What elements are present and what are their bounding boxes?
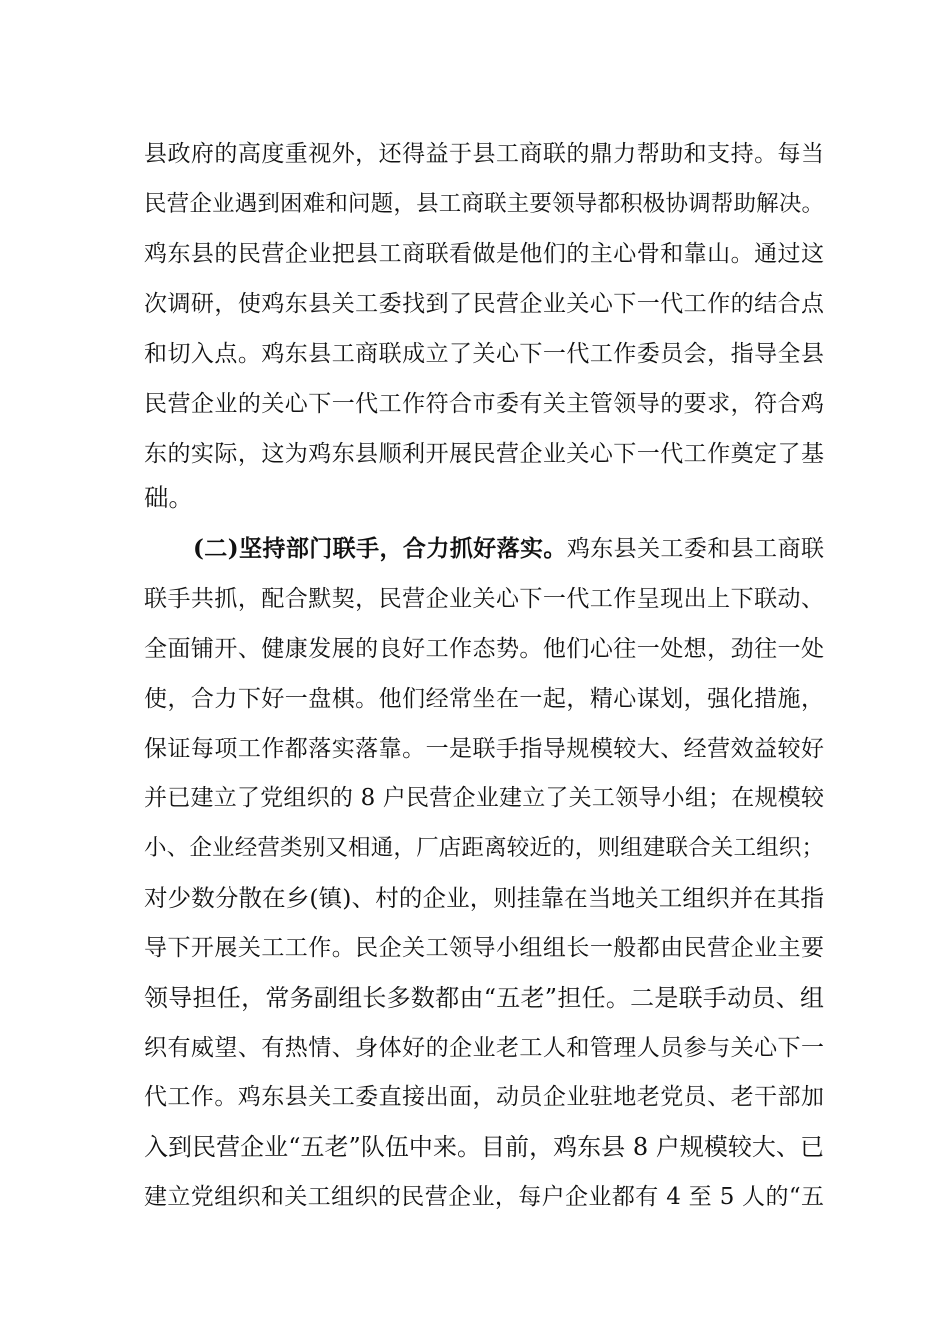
text-line: 全面铺开、健康发展的良好工作态势。他们心往一处想，劲往一处 bbox=[144, 636, 824, 662]
text-line-first bbox=[193, 529, 824, 569]
text-line: 和切入点。鸡东县工商联成立了关心下一代工作委员会，指导全县 bbox=[144, 341, 824, 367]
text-line: 织有威望、有热情、身体好的企业老工人和管理人员参与关心下一 bbox=[144, 1035, 824, 1061]
text-line: 保证每项工作都落实落靠。一是联手指导规模较大、经营效益较好 bbox=[144, 736, 824, 762]
text-line: 小、企业经营类别又相通，厂店距离较近的，则组建联合关工组织； bbox=[144, 835, 824, 861]
text-line: 并已建立了党组织的 8 户民营企业建立了关工领导小组；在规模较 bbox=[144, 785, 824, 811]
text-line: 东的实际，这为鸡东县顺利开展民营企业关心下一代工作奠定了基 bbox=[144, 441, 824, 467]
text-line: 对少数分散在乡(镇)、村的企业，则挂靠在当地关工组织并在其指 bbox=[144, 884, 824, 912]
text-line: 次调研，使鸡东县关工委找到了民营企业关心下一代工作的结合点 bbox=[144, 291, 824, 317]
text-line: 础。 bbox=[144, 483, 193, 512]
text-line: 导下开展关工工作。民企关工领导小组组长一般都由民营企业主要 bbox=[144, 935, 824, 961]
text-line: 县政府的高度重视外，还得益于县工商联的鼎力帮助和支持。每当 bbox=[144, 141, 824, 167]
heading-continuation: 鸡东县关工委和县工商联 bbox=[566, 536, 824, 562]
text-line: 联手共抓，配合默契，民营企业关心下一代工作呈现出上下联动、 bbox=[144, 586, 824, 612]
text-line: 鸡东县的民营企业把县工商联看做是他们的主心骨和靠山。通过这 bbox=[144, 241, 824, 267]
text-line: 建立党组织和关工组织的民营企业，每户企业都有 4 至 5 人的“五 bbox=[144, 1184, 824, 1210]
text-line: 民营企业的关心下一代工作符合市委有关主管领导的要求，符合鸡 bbox=[144, 391, 824, 417]
text-line: 民营企业遇到困难和问题，县工商联主要领导都积极协调帮助解决。 bbox=[144, 191, 824, 217]
text-line: 领导担任，常务副组长多数都由“五老”担任。二是联手动员、组 bbox=[144, 984, 824, 1012]
section-heading: (二)坚持部门联手，合力抓好落实。 bbox=[193, 535, 567, 562]
text-line: 代工作。鸡东县关工委直接出面，动员企业驻地老党员、老干部加 bbox=[144, 1084, 824, 1110]
text-line: 入到民营企业“五老”队伍中来。目前，鸡东县 8 户规模较大、已 bbox=[144, 1133, 824, 1161]
text-line: 使，合力下好一盘棋。他们经常坐在一起，精心谋划，强化措施， bbox=[144, 686, 824, 712]
